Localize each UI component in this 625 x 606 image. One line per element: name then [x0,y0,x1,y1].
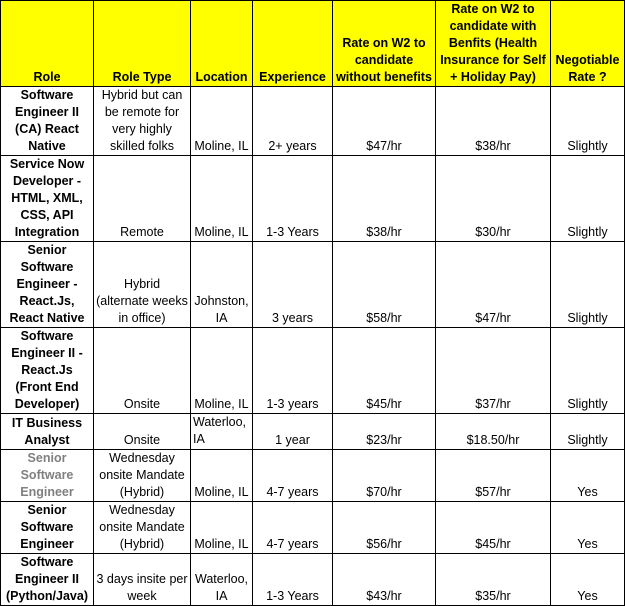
negotiable-cell: Slightly [551,87,625,156]
rate-with-benefits-cell: $47/hr [436,242,551,328]
negotiable-cell: Slightly [551,414,625,450]
table-row [1,414,625,450]
rate-without-benefits-cell: $43/hr [333,554,436,606]
negotiable-cell: Slightly [551,156,625,242]
location-cell: Moline, IL [191,328,253,414]
rate-without-benefits-cell: $56/hr [333,502,436,554]
role-cell: Software Engineer II (CA) React Native [1,87,94,156]
rate-with-benefits-cell: $57/hr [436,450,551,502]
experience-cell: 4-7 years [253,502,333,554]
experience-cell: 1 year [253,414,333,450]
location-cell: Moline, IL [191,87,253,156]
table-row [1,502,625,554]
role-cell: Senior Software Engineer [1,450,94,502]
role-cell: Service Now Developer - HTML, XML, CSS, API Integration [1,156,94,242]
role-cell: Senior Software Engineer [1,502,94,554]
header-rate-without-benefits: Rate on W2 to candidate without benefits [333,1,436,87]
location-cell: Waterloo, IA [191,554,253,606]
table-row [1,156,625,242]
table-row [1,450,625,502]
location-cell: Moline, IL [191,450,253,502]
role-cell: IT Business Analyst [1,414,94,450]
experience-cell: 3 years [253,242,333,328]
rate-without-benefits-cell: $45/hr [333,328,436,414]
negotiable-cell: Slightly [551,242,625,328]
location-cell: Moline, IL [191,156,253,242]
rate-with-benefits-cell: $38/hr [436,87,551,156]
location-cell: Waterloo, IA [191,414,253,450]
header-experience: Experience [253,1,333,87]
negotiable-cell: Yes [551,554,625,606]
experience-cell: 1-3 Years [253,156,333,242]
location-cell: Johnston, IA [191,242,253,328]
table-row [1,328,625,414]
role-cell: Senior Software Engineer - React.Js, React Native [1,242,94,328]
rate-without-benefits-cell: $47/hr [333,87,436,156]
location-cell: Moline, IL [191,502,253,554]
experience-cell: 2+ years [253,87,333,156]
header-rate-with-benefits: Rate on W2 to candidate with Benfits (Health Insurance for Self + Holiday Pay) [436,1,551,87]
experience-cell: 4-7 years [253,450,333,502]
rate-with-benefits-cell: $30/hr [436,156,551,242]
role-cell: Software Engineer II (Python/Java) [1,554,94,606]
table-row [1,242,625,328]
role-type-cell: Hybrid but can be remote for very highly skilled folks [94,87,191,156]
experience-cell: 1-3 years [253,328,333,414]
rate-with-benefits-cell: $18.50/hr [436,414,551,450]
header-row [1,1,625,87]
header-role-type: Role Type [94,1,191,87]
role-type-cell: Wednesday onsite Mandate (Hybrid) [94,502,191,554]
rate-with-benefits-cell: $45/hr [436,502,551,554]
rate-without-benefits-cell: $23/hr [333,414,436,450]
rate-with-benefits-cell: $37/hr [436,328,551,414]
table-row [1,87,625,156]
role-type-cell: Hybrid (alternate weeks in office) [94,242,191,328]
negotiable-cell: Yes [551,502,625,554]
negotiable-cell: Slightly [551,328,625,414]
table-row [1,554,625,606]
rate-without-benefits-cell: $38/hr [333,156,436,242]
negotiable-cell: Yes [551,450,625,502]
role-type-cell: Onsite [94,414,191,450]
rate-without-benefits-cell: $70/hr [333,450,436,502]
role-type-cell: Remote [94,156,191,242]
experience-cell: 1-3 Years [253,554,333,606]
header-role: Role [1,1,94,87]
rate-with-benefits-cell: $35/hr [436,554,551,606]
role-type-cell: Wednesday onsite Mandate (Hybrid) [94,450,191,502]
rate-without-benefits-cell: $58/hr [333,242,436,328]
role-type-cell: 3 days insite per week [94,554,191,606]
header-location: Location [191,1,253,87]
role-type-cell: Onsite [94,328,191,414]
header-negotiable: Negotiable Rate ? [551,1,625,87]
role-cell: Software Engineer II - React.Js (Front End Developer) [1,328,94,414]
